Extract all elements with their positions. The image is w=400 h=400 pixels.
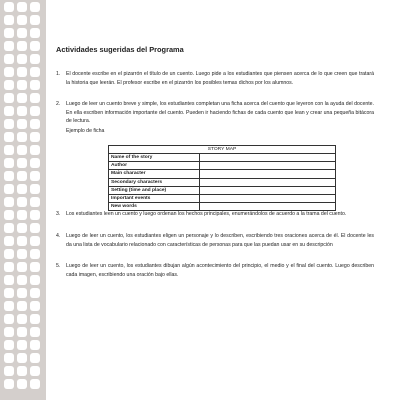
activity-text: Luego de leer un cuento, los estudiantes eligen un personaje y lo describen, escribiendo tres oraciones acerca de él. El docente les da una lista de vocabulario relacionado con características de personas para que las puedan usar en su descripción xyxy=(66,233,374,248)
binding-hole xyxy=(17,158,27,168)
binding-hole xyxy=(4,54,14,64)
binding-hole xyxy=(4,275,14,285)
binding-hole xyxy=(17,145,27,155)
binding-hole xyxy=(30,41,40,51)
story-map-table xyxy=(108,145,336,211)
binding-hole xyxy=(4,145,14,155)
story-map-field: Name of the story xyxy=(109,154,200,162)
binding-hole xyxy=(4,236,14,246)
story-map-field: Important events xyxy=(109,194,200,202)
binding-hole xyxy=(17,249,27,259)
binding-hole xyxy=(30,119,40,129)
binding-hole xyxy=(17,80,27,90)
example-label: Ejemplo de ficha xyxy=(66,128,105,134)
story-map-field: Main character xyxy=(109,170,200,178)
binding-hole xyxy=(17,327,27,337)
binding-hole xyxy=(30,2,40,12)
binding-hole xyxy=(17,184,27,194)
binding-holes xyxy=(4,2,42,389)
binding-hole xyxy=(4,184,14,194)
table-row xyxy=(109,178,336,186)
binding-hole xyxy=(4,301,14,311)
binding-hole xyxy=(17,223,27,233)
binding-hole xyxy=(4,366,14,376)
binding-hole xyxy=(30,158,40,168)
binding-hole xyxy=(4,262,14,272)
binding-hole xyxy=(17,262,27,272)
activity-text: Luego de leer un cuento, los estudiantes dibujan algún acontecimiento del principio, el medio y el final del cuento. Luego describen cada imagen, escribiendo una oración bajo ellas. xyxy=(66,263,374,278)
binding-hole xyxy=(4,314,14,324)
binding-hole xyxy=(4,93,14,103)
binding-hole xyxy=(4,249,14,259)
binding-hole xyxy=(17,275,27,285)
binding-hole xyxy=(30,132,40,142)
binding-hole xyxy=(30,340,40,350)
binding-hole xyxy=(4,327,14,337)
binding-hole xyxy=(30,106,40,116)
binding-hole xyxy=(17,54,27,64)
binding-hole xyxy=(30,379,40,389)
binding-hole xyxy=(4,197,14,207)
binding-hole xyxy=(4,288,14,298)
activity-number: 3. xyxy=(56,211,61,217)
binding-hole xyxy=(17,15,27,25)
activity-number: 2. xyxy=(56,101,61,107)
binding-hole xyxy=(17,301,27,311)
table-row xyxy=(109,154,336,162)
activity-text: El docente escribe en el pizarrón el título de un cuento. Luego pide a los estudiantes que piensen acerca de lo que creen que tratará la historia que leerán. El profesor escribe en el pizarrón los posibles temas dichos por los alumnos. xyxy=(66,71,374,86)
binding-hole xyxy=(30,184,40,194)
binding-hole xyxy=(30,80,40,90)
binding-hole xyxy=(4,67,14,77)
binding-hole xyxy=(30,223,40,233)
binding-hole xyxy=(4,28,14,38)
binding-hole xyxy=(30,301,40,311)
binding-hole xyxy=(4,379,14,389)
binding-hole xyxy=(30,236,40,246)
binding-hole xyxy=(17,2,27,12)
binding-hole xyxy=(4,353,14,363)
binding-hole xyxy=(17,210,27,220)
binding-hole xyxy=(4,223,14,233)
activity-text: Luego de leer un cuento breve y simple, los estudiantes completan una ficha acerca del cuento que leyeron con la ayuda del docente. En ella escriben información importante del cuento. Pueden ir haciendo fichas de cada cuento que lean y crear una pequeña bitácora de lectura. xyxy=(66,101,374,125)
binding-hole xyxy=(30,249,40,259)
binding-hole xyxy=(4,106,14,116)
binding-hole xyxy=(17,366,27,376)
notebook-binding-strip xyxy=(0,0,46,400)
binding-hole xyxy=(4,340,14,350)
binding-hole xyxy=(30,275,40,285)
story-map-value xyxy=(200,178,336,186)
binding-hole xyxy=(17,236,27,246)
binding-hole xyxy=(17,379,27,389)
page-title: Actividades sugeridas del Programa xyxy=(56,45,184,54)
binding-hole xyxy=(4,171,14,181)
table-row xyxy=(109,162,336,170)
binding-hole xyxy=(4,80,14,90)
binding-hole xyxy=(30,327,40,337)
story-map-value xyxy=(200,154,336,162)
binding-hole xyxy=(4,15,14,25)
story-map-value xyxy=(200,186,336,194)
binding-hole xyxy=(30,67,40,77)
binding-hole xyxy=(17,93,27,103)
activity-number: 1. xyxy=(56,71,61,77)
binding-hole xyxy=(30,210,40,220)
binding-hole xyxy=(4,132,14,142)
binding-hole xyxy=(30,54,40,64)
binding-hole xyxy=(17,41,27,51)
binding-hole xyxy=(30,93,40,103)
story-map-header: STORY MAP xyxy=(109,146,336,154)
binding-hole xyxy=(17,119,27,129)
document-page xyxy=(52,0,392,400)
binding-hole xyxy=(30,171,40,181)
story-map-field: Author xyxy=(109,162,200,170)
story-map-field: New words xyxy=(109,203,200,211)
binding-hole xyxy=(17,132,27,142)
binding-hole xyxy=(4,119,14,129)
story-map-field: Setting (time and place) xyxy=(109,186,200,194)
activity-item-4 xyxy=(56,232,374,249)
story-map-value xyxy=(200,162,336,170)
activity-item-2 xyxy=(56,100,374,126)
binding-hole xyxy=(30,145,40,155)
activity-item-3 xyxy=(56,210,374,219)
table-row xyxy=(109,170,336,178)
binding-hole xyxy=(30,353,40,363)
binding-hole xyxy=(17,340,27,350)
binding-hole xyxy=(4,210,14,220)
binding-hole xyxy=(30,262,40,272)
binding-hole xyxy=(4,158,14,168)
binding-hole xyxy=(17,314,27,324)
binding-hole xyxy=(17,67,27,77)
story-map-value xyxy=(200,194,336,202)
table-row xyxy=(109,194,336,202)
activity-number: 4. xyxy=(56,233,61,239)
story-map-value xyxy=(200,170,336,178)
binding-hole xyxy=(17,288,27,298)
activity-number: 5. xyxy=(56,263,61,269)
binding-hole xyxy=(17,197,27,207)
binding-hole xyxy=(30,28,40,38)
binding-hole xyxy=(30,197,40,207)
binding-hole xyxy=(4,41,14,51)
binding-hole xyxy=(17,28,27,38)
binding-hole xyxy=(17,106,27,116)
binding-hole xyxy=(30,288,40,298)
binding-hole xyxy=(17,171,27,181)
binding-hole xyxy=(30,366,40,376)
table-row xyxy=(109,186,336,194)
binding-hole xyxy=(30,314,40,324)
activity-text: Los estudiantes leen un cuento y luego ordenan los hechos principales, enumerándolos de acuerdo a la trama del cuento. xyxy=(66,211,347,217)
activity-item-1 xyxy=(56,70,374,87)
binding-hole xyxy=(17,353,27,363)
binding-hole xyxy=(30,15,40,25)
activity-item-5 xyxy=(56,262,374,279)
story-map-field: Secondary characters xyxy=(109,178,200,186)
binding-hole xyxy=(4,2,14,12)
